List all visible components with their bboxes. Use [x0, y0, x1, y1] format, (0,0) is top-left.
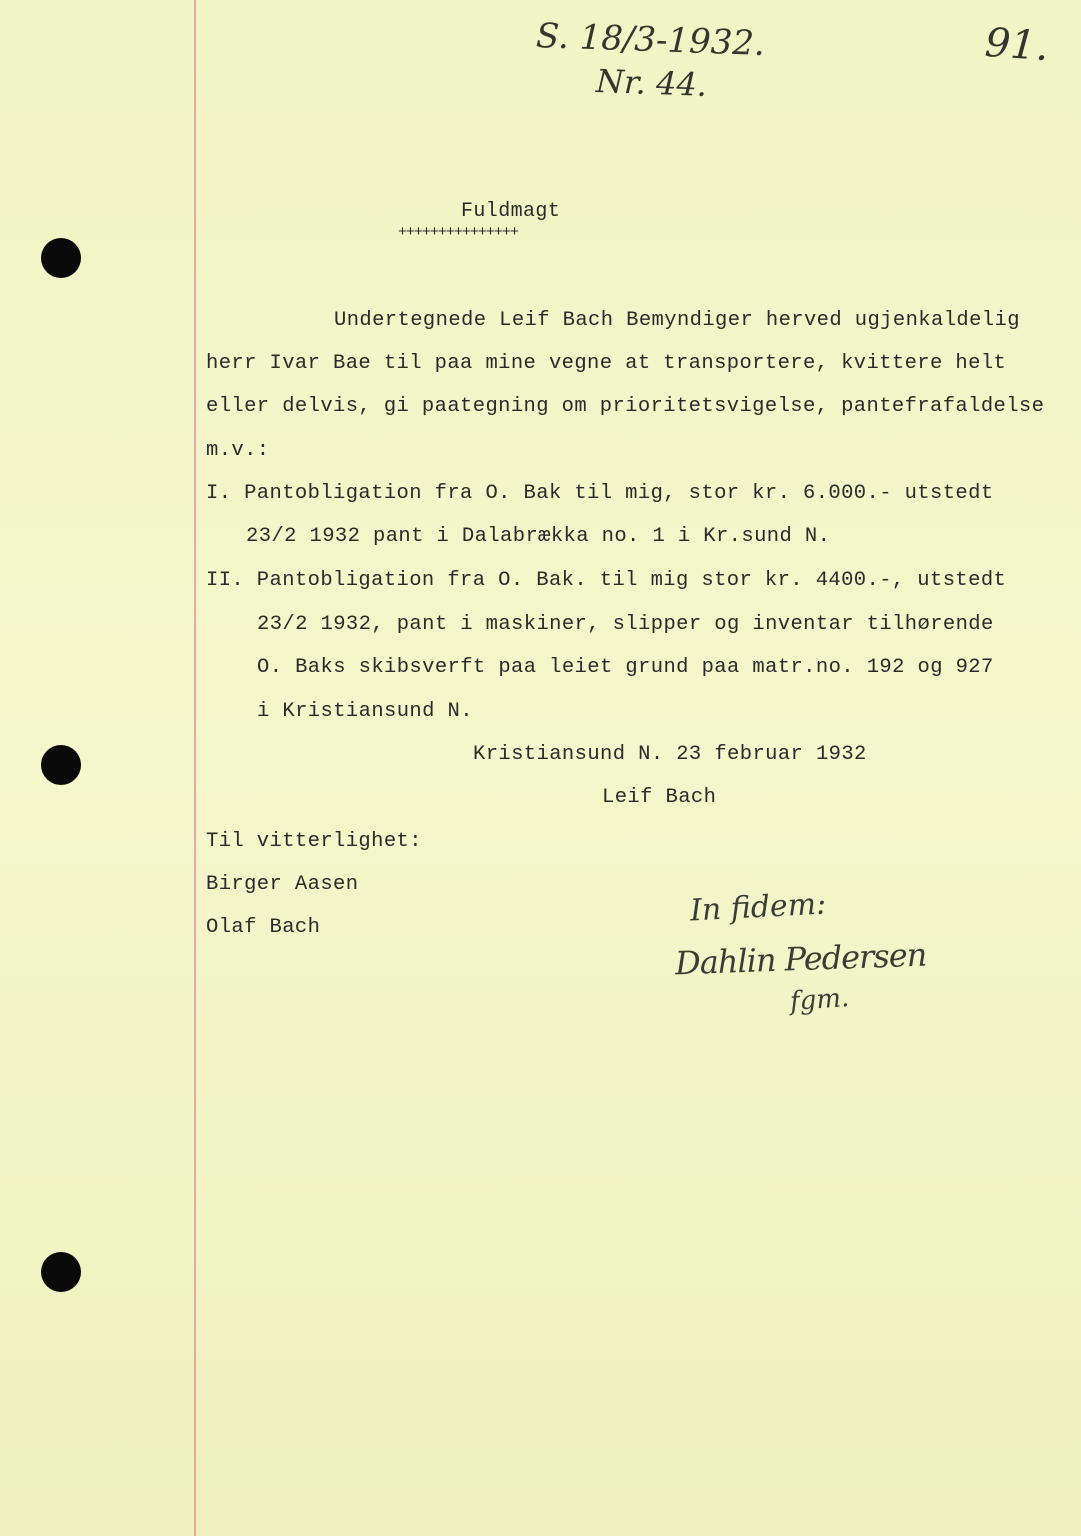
handwritten-number-note: Nr. 44. [595, 62, 708, 104]
punch-hole-middle [41, 745, 81, 785]
document-title: Fuldmagt [461, 200, 561, 223]
witness-1: Birger Aasen [206, 873, 359, 896]
witness-heading: Til vitterlighet: [206, 830, 422, 853]
item-1-line-2: 23/2 1932 pant i Dalabrækka no. 1 i Kr.sund N. [246, 525, 831, 548]
handwritten-date-note: S. 18/3-1932. [535, 16, 766, 64]
attestation-signature: Dahlin Pedersen [674, 935, 927, 983]
punch-hole-top [41, 238, 81, 278]
item-1-line-1: I. Pantobligation fra O. Bak til mig, stor kr. 6.000.- utstedt [206, 482, 994, 505]
place-date: Kristiansund N. 23 februar 1932 [473, 743, 867, 766]
margin-rule [194, 0, 196, 1536]
punch-hole-bottom [41, 1252, 81, 1292]
body-line-2: herr Ivar Bae til paa mine vegne at transportere, kvittere helt [206, 352, 1007, 375]
item-2-line-2: 23/2 1932, pant i maskiner, slipper og inventar tilhørende [257, 613, 994, 636]
item-2-line-3: O. Baks skibsverft paa leiet grund paa matr.no. 192 og 927 [257, 656, 994, 679]
witness-2: Olaf Bach [206, 916, 321, 939]
body-line-3: eller delvis, gi paategning om prioritetsvigelse, pantefrafaldelse [206, 395, 1045, 418]
signer-name: Leif Bach [602, 786, 717, 809]
item-2-line-1: II. Pantobligation fra O. Bak. til mig stor kr. 4400.-, utstedt [206, 569, 1007, 592]
body-line-1: Undertegnede Leif Bach Bemyndiger herved ugjenkaldelig [334, 309, 1020, 332]
attestation-title: fgm. [789, 982, 851, 1018]
item-2-line-4: i Kristiansund N. [257, 700, 473, 723]
attestation-line-1: In fidem: [689, 886, 828, 929]
handwritten-page-number: 91. [983, 19, 1051, 71]
body-line-4: m.v.: [206, 439, 270, 462]
title-underline: +++++++++++++++ [398, 224, 519, 241]
